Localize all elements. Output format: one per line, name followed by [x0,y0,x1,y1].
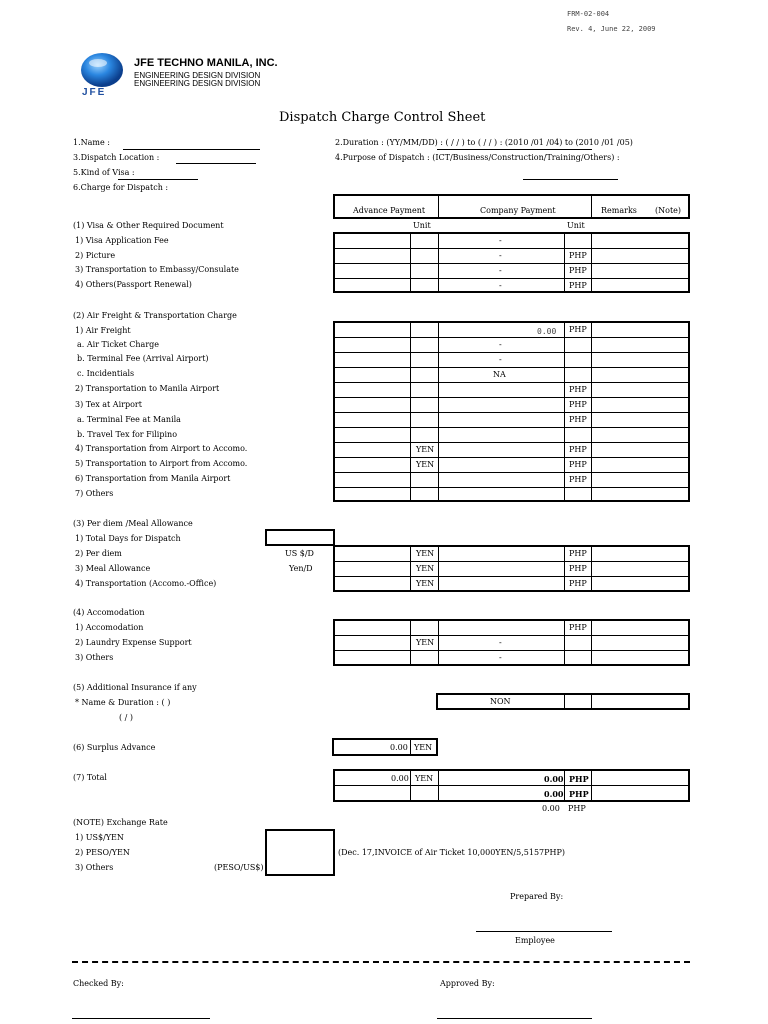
form-code: FRM-02-004 [567,10,610,18]
total-php-value-3: 0.00 [542,804,560,813]
checked-signature-line[interactable] [72,1018,210,1019]
table-cell: PHP [569,774,589,784]
prepared-signature-line[interactable] [476,931,612,932]
section-3-title: (3) Per diem /Meal Allowance [73,519,193,528]
company-header: Company Payment [480,206,556,215]
date-line: ( / ) [119,713,134,722]
purpose-label: 4.Purpose of Dispatch : (ICT/Business/Construction/Training/Others) : [335,153,620,162]
duration-line [437,149,592,150]
list-item: 2) Laundry Expense Support [75,638,192,647]
table-cell: PHP [569,623,587,632]
table-cell: NA [493,370,506,379]
location-label: 3.Dispatch Location : [73,153,160,162]
visa-line[interactable] [118,179,198,180]
table-cell: - [499,340,502,349]
surplus-unit: YEN [414,743,433,752]
table-cell: PHP [569,445,587,454]
list-item: 3) Tex at Airport [75,400,142,409]
revision-date: Rev. 4, June 22, 2009 [567,25,656,33]
surplus-table [332,738,438,756]
table-cell: - [499,281,502,290]
purpose-line[interactable] [523,179,618,180]
air-freight-value: 0.00 [537,327,557,336]
section-2-title: (2) Air Freight & Transportation Charge [73,311,237,320]
list-item: 4) Transportation from Airport to Accomo. [75,444,248,453]
table-cell: YEN [416,549,435,558]
meal-unit: Yen/D [289,564,313,573]
table-cell: PHP [569,266,587,275]
list-item: b. Travel Tex for Filipino [77,430,178,439]
section-4-table [333,619,690,666]
per-diem-unit: US $/D [285,549,314,558]
division-name-2: ENGINEERING DESIGN DIVISION [134,79,261,88]
employee-label: Employee [515,936,555,945]
approved-signature-line[interactable] [437,1018,592,1019]
exchange-title: (NOTE) Exchange Rate [73,818,168,827]
list-item: 3) Transportation to Embassy/Consulate [75,265,239,274]
list-item: 4) Transportation (Accomo.-Office) [75,579,217,588]
list-item: a. Terminal Fee at Manila [77,415,181,424]
table-cell: PHP [569,564,587,573]
approved-by-label: Approved By: [440,979,495,988]
section-4-title: (4) Accomodation [73,608,145,617]
list-item: 3) Meal Allowance [75,564,151,573]
list-item: 2) Transportation to Manila Airport [75,384,220,393]
table-cell: NON [490,697,511,706]
list-item: a. Air Ticket Charge [77,340,159,349]
location-line[interactable] [176,163,256,164]
duration-label: 2.Duration : (YY/MM/DD) : ( / / ) to ( / / ) : (2010 /01 /04) to (2010 /01 /05) [335,138,633,147]
total-php-value-2: 0.00 [544,789,564,799]
page-title: Dispatch Charge Control Sheet [279,110,486,125]
table-cell: PHP [569,579,587,588]
table-cell: - [499,266,502,275]
company-name: JFE TECHNO MANILA, INC. [134,57,278,69]
table-cell: - [499,236,502,245]
list-item: 4) Others(Passport Renewal) [75,280,192,289]
list-item: 1) US$/YEN [75,833,124,842]
table-cell: PHP [569,475,587,484]
table-cell: YEN [416,460,435,469]
table-cell: - [499,653,502,662]
total-yen-value: 0.00 [391,774,409,783]
table-cell: PHP [569,549,587,558]
table-cell: PHP [569,251,587,260]
table-cell: YEN [416,445,435,454]
section-6-title: (6) Surplus Advance [73,743,156,752]
header-table [333,194,690,219]
table-cell: PHP [569,789,589,799]
table-cell: YEN [416,579,435,588]
list-item: 1) Accomodation [75,623,144,632]
exchange-rate-input[interactable] [265,829,335,876]
unit-header-advance: Unit [413,221,431,230]
section-1-title: (1) Visa & Other Required Document [73,221,224,230]
division-name: ENGINEERING DESIGN DIVISION [134,71,261,80]
section-2-table [333,321,690,502]
surplus-value: 0.00 [390,743,408,752]
name-duration-label: * Name & Duration : ( ) [75,698,171,707]
table-cell: PHP [569,281,587,290]
list-item: 2) Picture [75,251,116,260]
list-item: 1) Visa Application Fee [75,236,169,245]
total-days-input[interactable] [265,529,335,546]
remarks-header: Remarks [601,206,637,215]
list-item: 7) Others [75,489,114,498]
table-cell: - [499,251,502,260]
name-line[interactable] [123,149,260,150]
total-table [333,769,690,802]
name-label: 1.Name : [73,138,110,147]
divider [72,961,690,963]
charge-label: 6.Charge for Dispatch : [73,183,169,192]
section-5-title: (5) Additional Insurance if any [73,683,197,692]
list-item: b. Terminal Fee (Arrival Airport) [77,354,209,363]
list-item: 1) Air Freight [75,326,131,335]
table-cell: YEN [416,564,435,573]
list-item: 5) Transportation to Airport from Accomo. [75,459,248,468]
unit-header-company: Unit [567,221,585,230]
list-item: 2) PESO/YEN [75,848,130,857]
table-cell: - [499,355,502,364]
peso-us-label: (PESO/US$) [214,863,264,872]
exchange-note: (Dec. 17,INVOICE of Air Ticket 10,000YEN/5,5157PHP) [338,848,565,857]
list-item: c. Incidentials [77,369,135,378]
logo-text: JFE [82,87,107,98]
list-item: 3) Others [75,863,114,872]
list-item: 6) Transportation from Manila Airport [75,474,231,483]
table-cell: YEN [416,638,435,647]
table-cell: PHP [569,400,587,409]
table-cell: PHP [569,415,587,424]
list-item: 2) Per diem [75,549,122,558]
insurance-table [436,693,690,710]
prepared-by-label: Prepared By: [510,892,564,901]
section-3-table [333,545,690,592]
visa-label: 5.Kind of Visa : [73,168,135,177]
table-cell: YEN [415,774,434,783]
total-php-value: 0.00 [544,774,564,784]
list-item: 1) Total Days for Dispatch [75,534,181,543]
table-cell: PHP [568,804,586,813]
table-cell: PHP [569,460,587,469]
advance-header: Advance Payment [353,206,426,215]
note-header: (Note) [655,206,682,215]
table-cell: PHP [569,325,587,334]
section-1-table [333,232,690,293]
checked-by-label: Checked By: [73,979,124,988]
table-cell: - [499,638,502,647]
section-7-title: (7) Total [73,773,107,782]
list-item: 3) Others [75,653,114,662]
table-cell: PHP [569,385,587,394]
